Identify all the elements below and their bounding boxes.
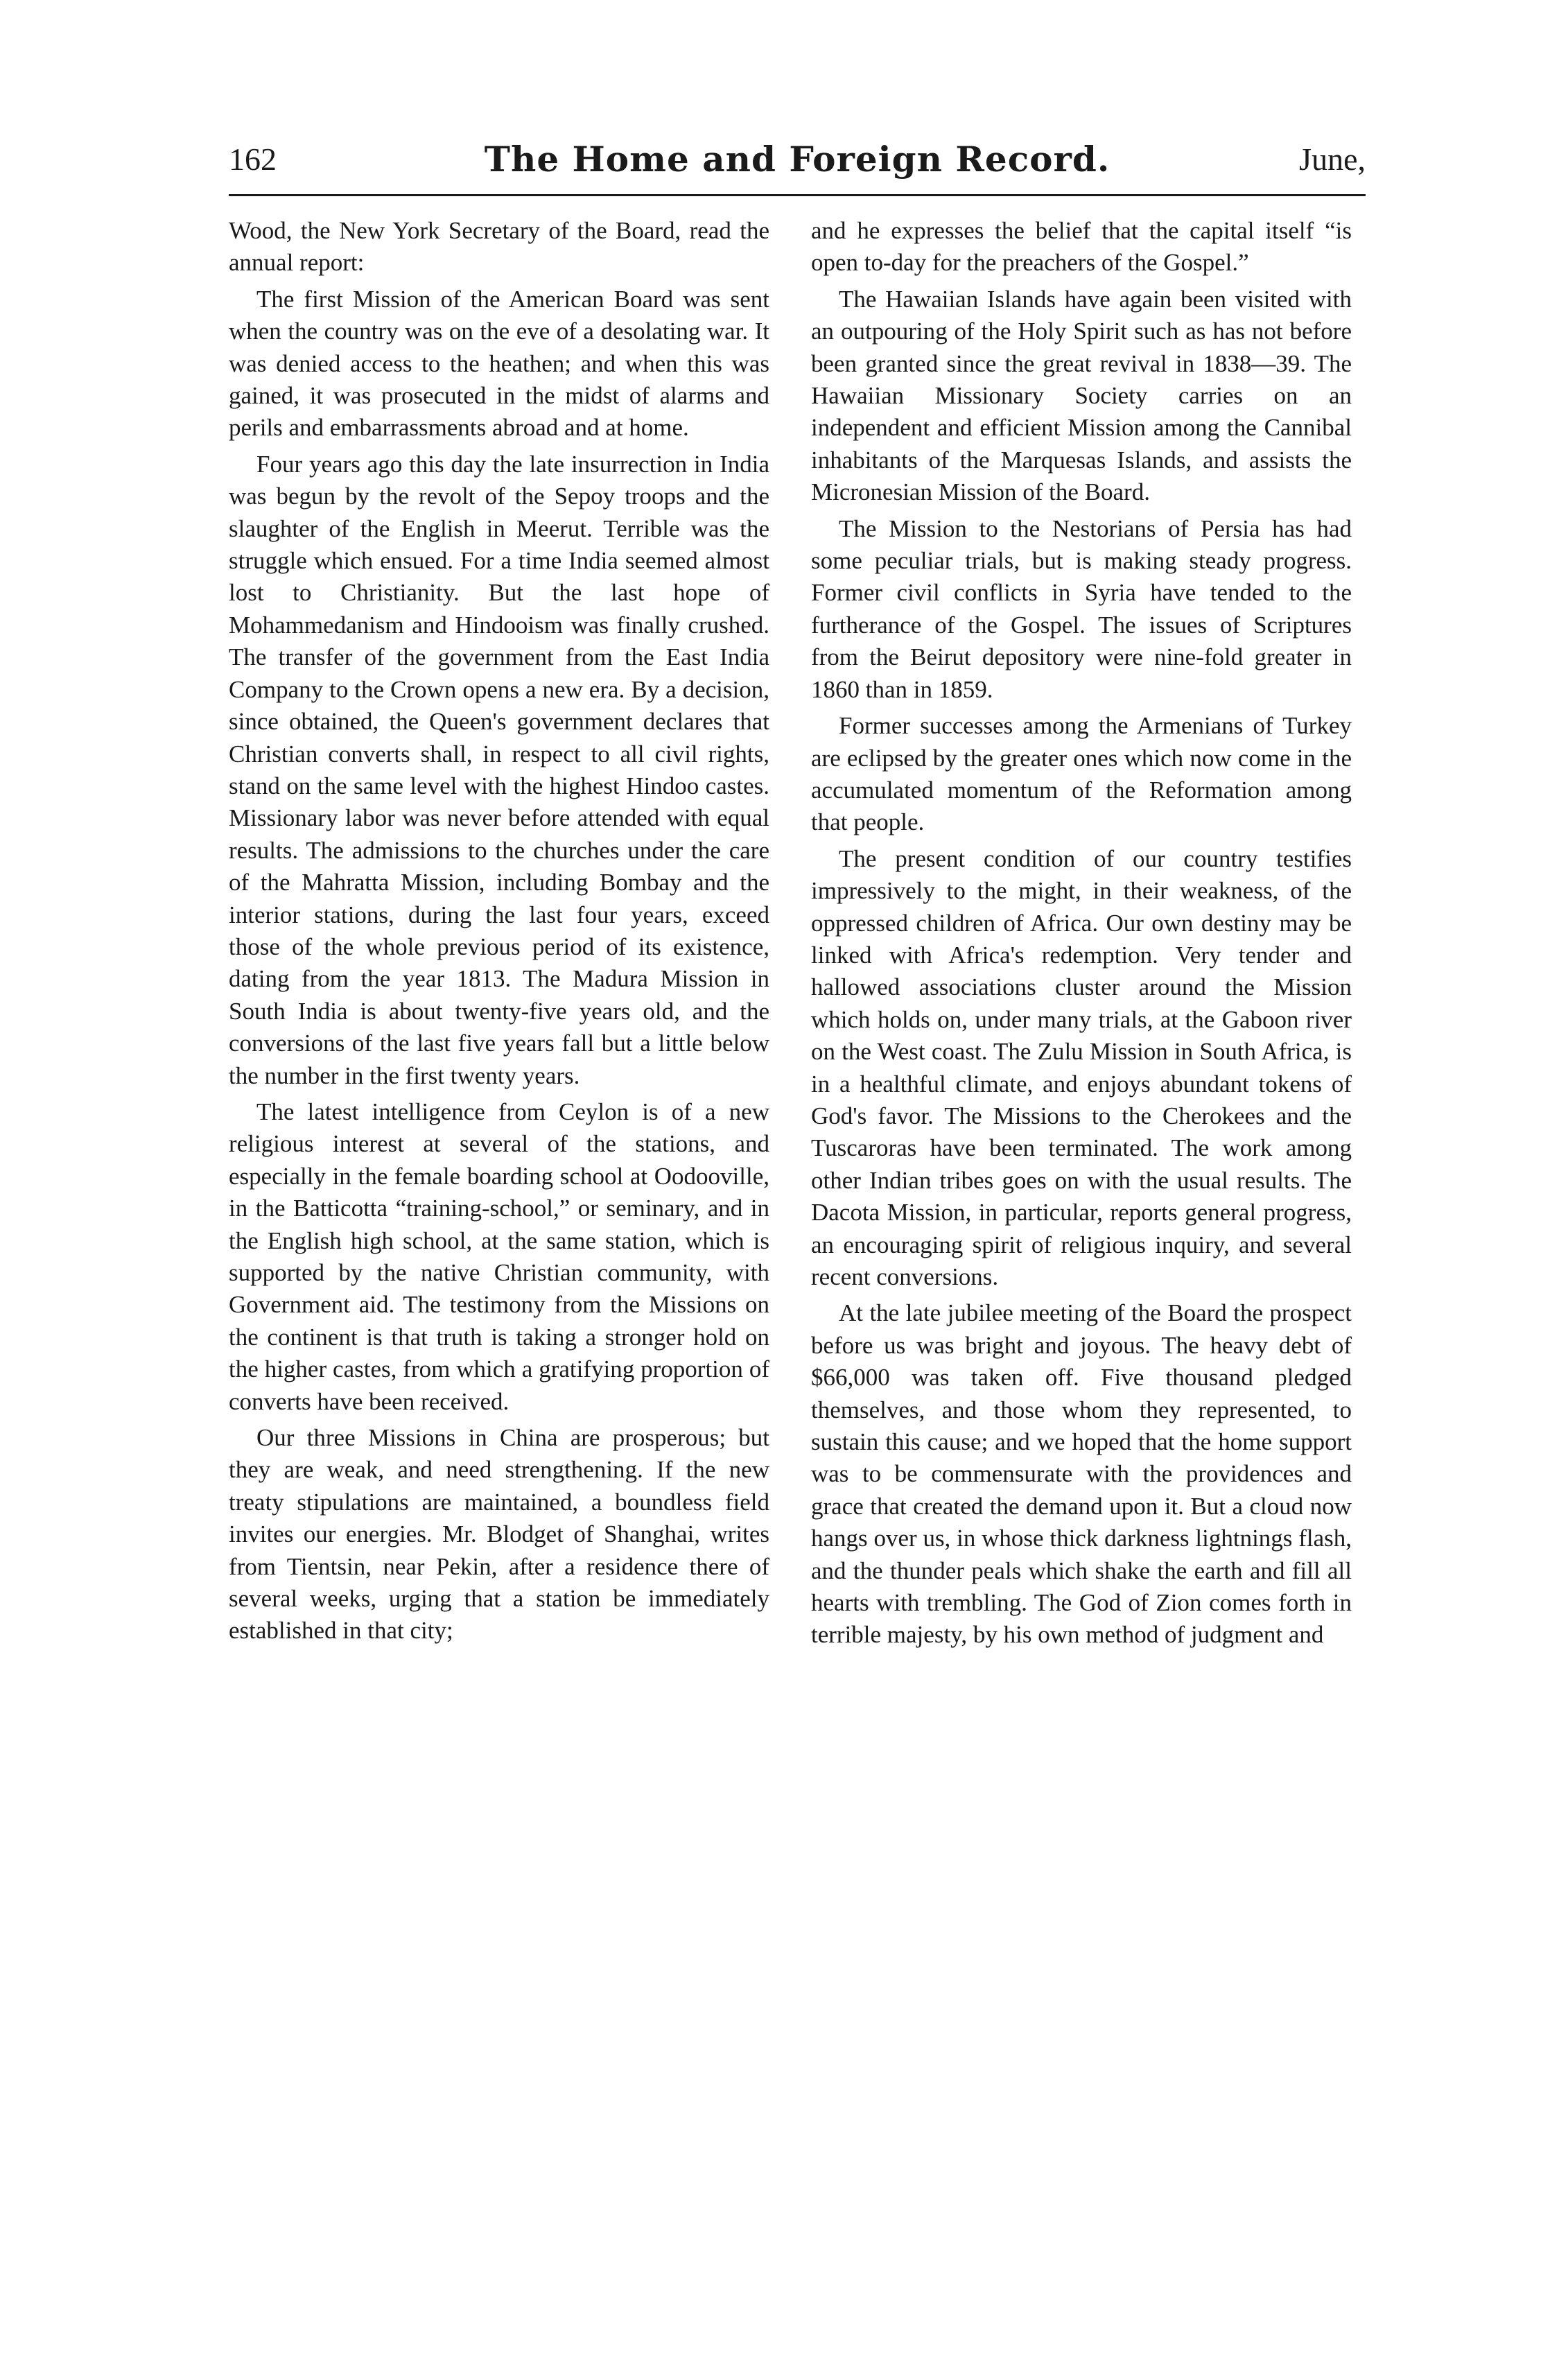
paragraph: Former successes among the Armenians of Turkey are eclipsed by the greater ones which now come in the accumulated momentum of the Reformation among that people. [811, 712, 1352, 836]
page-header [229, 132, 1366, 187]
paragraph: At the late jubilee meeting of the Board the prospect before us was bright and joyous. The heavy debt of $66,000 was taken off. Five thousand pledged themselves, and those whom they represented, to sustain this cause; and we hoped that the home support was to be commensurate with the providences and grace that created the demand upon it. But a cloud now hangs over us, in whose thick darkness lightnings flash, and the thunder peals which shake the earth and fill all hearts with trembling. The God of Zion comes forth in terrible majesty, by his own method of judgment and [811, 1299, 1352, 1649]
paragraph: The Hawaiian Islands have again been visited with an outpouring of the Holy Spirit such as has not before been granted since the great revival in 1838—39. The Hawaiian Missionary Society carries on an independent and efficient Mission among the Cannibal inhabitants of the Marquesas Islands, and assists the Micronesian Mission of the Board. [811, 285, 1352, 506]
paragraph: The first Mission of the American Board was sent when the country was on the eve of a desolating war. It was denied access to the heathen; and when this was gained, it was prosecuted in the midst of alarms and perils and embarrassments abroad and at home. [229, 285, 769, 442]
header-rule [229, 194, 1366, 196]
paragraph: Wood, the New York Secretary of the Board, read the annual report: [229, 217, 769, 277]
paragraph: and he expresses the belief that the capital itself “is open to-day for the preachers of the Gospel.” [811, 217, 1352, 277]
paragraph: Our three Missions in China are prosperous; but they are weak, and need strengthening. If the new treaty stipulations are maintained, a boundless field invites our energies. Mr. Blodget of Shanghai, writes from Tientsin, near Pekin, after a residence there of several weeks, urging that a station be immediately established in that city; [229, 1424, 769, 1645]
left-column [229, 215, 769, 1647]
journal-title: The Home and Foreign Record. [484, 139, 1110, 180]
issue-month: June, [1299, 141, 1366, 177]
paragraph: The Mission to the Nestorians of Persia has had some peculiar trials, but is making steady progress. Former civil conflicts in Syria have tended to the furtherance of the Gospel. The issues of Scriptures from the Beirut depository were nine-fold greater in 1860 than in 1859. [811, 514, 1352, 703]
paragraph: Four years ago this day the late insurrection in India was begun by the revolt of the Sepoy troops and the slaughter of the English in Meerut. Terrible was the struggle which ensued. For a time India seemed almost lost to Christianity. But the last hope of Mohammedanism and Hindooism was finally crushed. The transfer of the government from the East India Company to the Crown opens a new era. By a decision, since obtained, the Queen's government declares that Christian converts shall, in respect to all civil rights, stand on the same level with the highest Hindoo castes. Missionary labor was never before attended with equal results. The admissions to the churches under the care of the Mahratta Mission, including Bombay and the interior stations, during the last four years, exceed those of the whole previous period of its existence, dating from the year 1813. The Madura Mission in South India is about twenty-five years old, and the conversions of the last five years fall but a little below the number in the first twenty years. [229, 450, 769, 1089]
paragraph: The latest intelligence from Ceylon is of a new religious interest at several of the stations, and especially in the female boarding school at Oodooville, in the Batticotta “training-school,” or seminary, and in the English high school, at the same station, which is supported by the native Christian community, with Government aid. The testimony from the Missions on the continent is that truth is taking a stronger hold on the higher castes, from which a gratifying proportion of converts have been received. [229, 1098, 769, 1415]
right-column [811, 215, 1352, 1651]
paragraph: The present condition of our country testifies impressively to the might, in their weakness, of the oppressed children of Africa. Our own destiny may be linked with Africa's redemption. Very tender and hallowed associations cluster around the Mission which holds on, under many trials, at the Gaboon river on the West coast. The Zulu Mission in South Africa, is in a healthful climate, and enjoys abundant tokens of God's favor. The Missions to the Cherokees and the Tuscaroras have been terminated. The work among other Indian tribes goes on with the usual results. The Dacota Mission, in particular, reports general progress, an encouraging spirit of religious inquiry, and several recent conversions. [811, 844, 1352, 1290]
page-number: 162 [229, 141, 277, 177]
